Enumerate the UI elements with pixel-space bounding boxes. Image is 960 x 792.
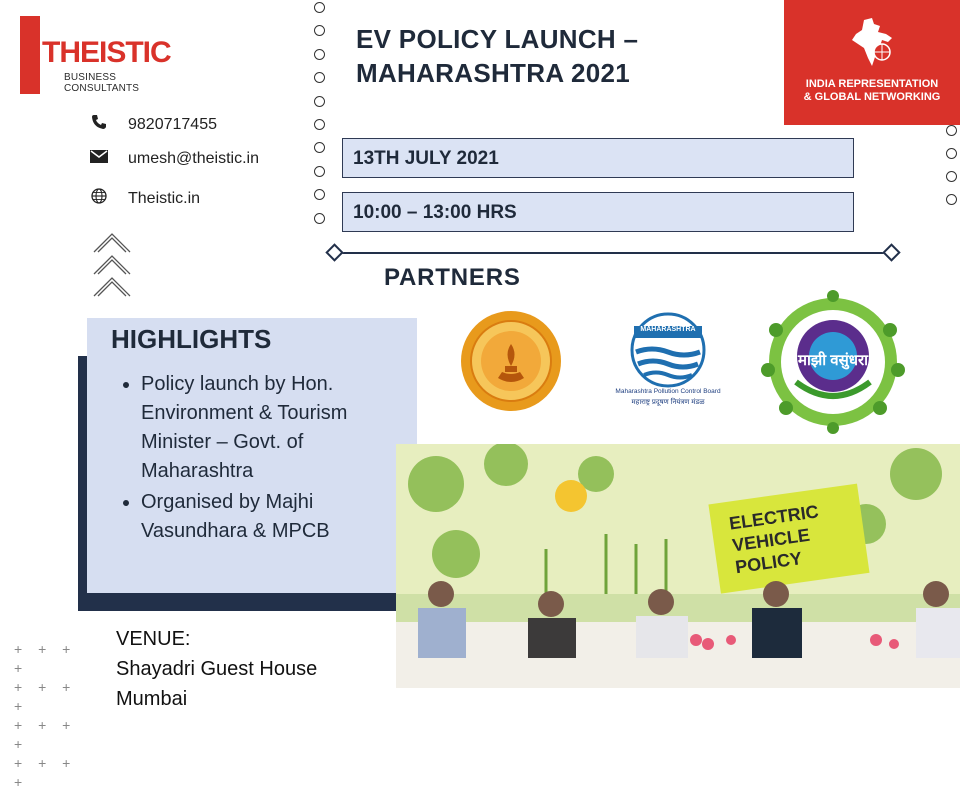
globe-icon	[88, 188, 110, 209]
logo-wordmark: THEISTIC	[42, 36, 171, 69]
venue-label: VENUE:	[116, 628, 191, 650]
org-badge-line1: INDIA REPRESENTATION	[805, 78, 939, 90]
highlight-item: • Policy launch by Hon. Environment & Tourism Minister – Govt. of Maharashtra	[141, 370, 411, 486]
event-title: EV POLICY LAUNCH – MAHARASHTRA 2021	[356, 24, 639, 88]
event-photo	[396, 444, 960, 688]
dot-column-decoration	[314, 2, 328, 236]
plus-grid-decoration: + + + + + + + + + + + + + + + +	[14, 641, 77, 790]
contact-phone	[88, 114, 217, 135]
contact-website	[88, 188, 200, 209]
mpcb-name: MAHARASHTRA	[640, 326, 696, 333]
highlights-heading: HIGHLIGHTS	[111, 324, 272, 354]
india-map-icon	[850, 18, 894, 70]
banner-line2: VEHICLE	[730, 524, 812, 556]
venue-block	[116, 624, 317, 714]
venue-line1: Shayadri Guest House	[116, 658, 318, 680]
mpcb-logo	[610, 312, 726, 416]
event-date: 13TH JULY 2021	[342, 138, 854, 178]
section-divider	[330, 252, 896, 254]
theistic-logo	[20, 16, 190, 94]
highlight-item: • Organised by Majhi Vasundhara & MPCB	[141, 488, 411, 546]
logo-bar	[20, 16, 40, 94]
dot-column-right-decoration	[946, 125, 960, 217]
chevron-up-decoration-icon	[92, 232, 132, 300]
partners-heading: PARTNERS	[384, 264, 521, 291]
mail-icon	[88, 150, 110, 168]
contact-email	[88, 150, 259, 168]
mpcb-globe-icon	[628, 312, 708, 388]
banner-line1: ELECTRIC	[727, 501, 820, 534]
venue-line2: Mumbai	[116, 688, 188, 710]
mpcb-caption-marathi: महाराष्ट्र प्रदूषण नियंत्रण मंडळ	[631, 399, 705, 406]
majhi-vasundhara-label: माझी वसुंधरा	[798, 352, 868, 369]
phone-icon	[88, 114, 110, 135]
majhi-vasundhara-logo	[756, 290, 910, 434]
org-badge-line2: & GLOBAL NETWORKING	[803, 91, 941, 103]
phone-number[interactable]: 9820717455	[128, 115, 217, 133]
website-link[interactable]: Theistic.in	[128, 189, 201, 207]
logo-subtitle: BUSINESS CONSULTANTS	[64, 72, 140, 94]
highlights-panel	[87, 318, 417, 593]
banner-line3: POLICY	[734, 548, 804, 578]
email-address[interactable]: umesh@theistic.in	[128, 150, 259, 167]
highlights-list	[109, 370, 411, 548]
maharashtra-govt-seal-icon	[458, 308, 564, 414]
mpcb-caption: Maharashtra Pollution Control Board	[615, 388, 721, 395]
org-badge	[784, 0, 960, 125]
event-time: 10:00 – 13:00 HRS	[342, 192, 854, 232]
